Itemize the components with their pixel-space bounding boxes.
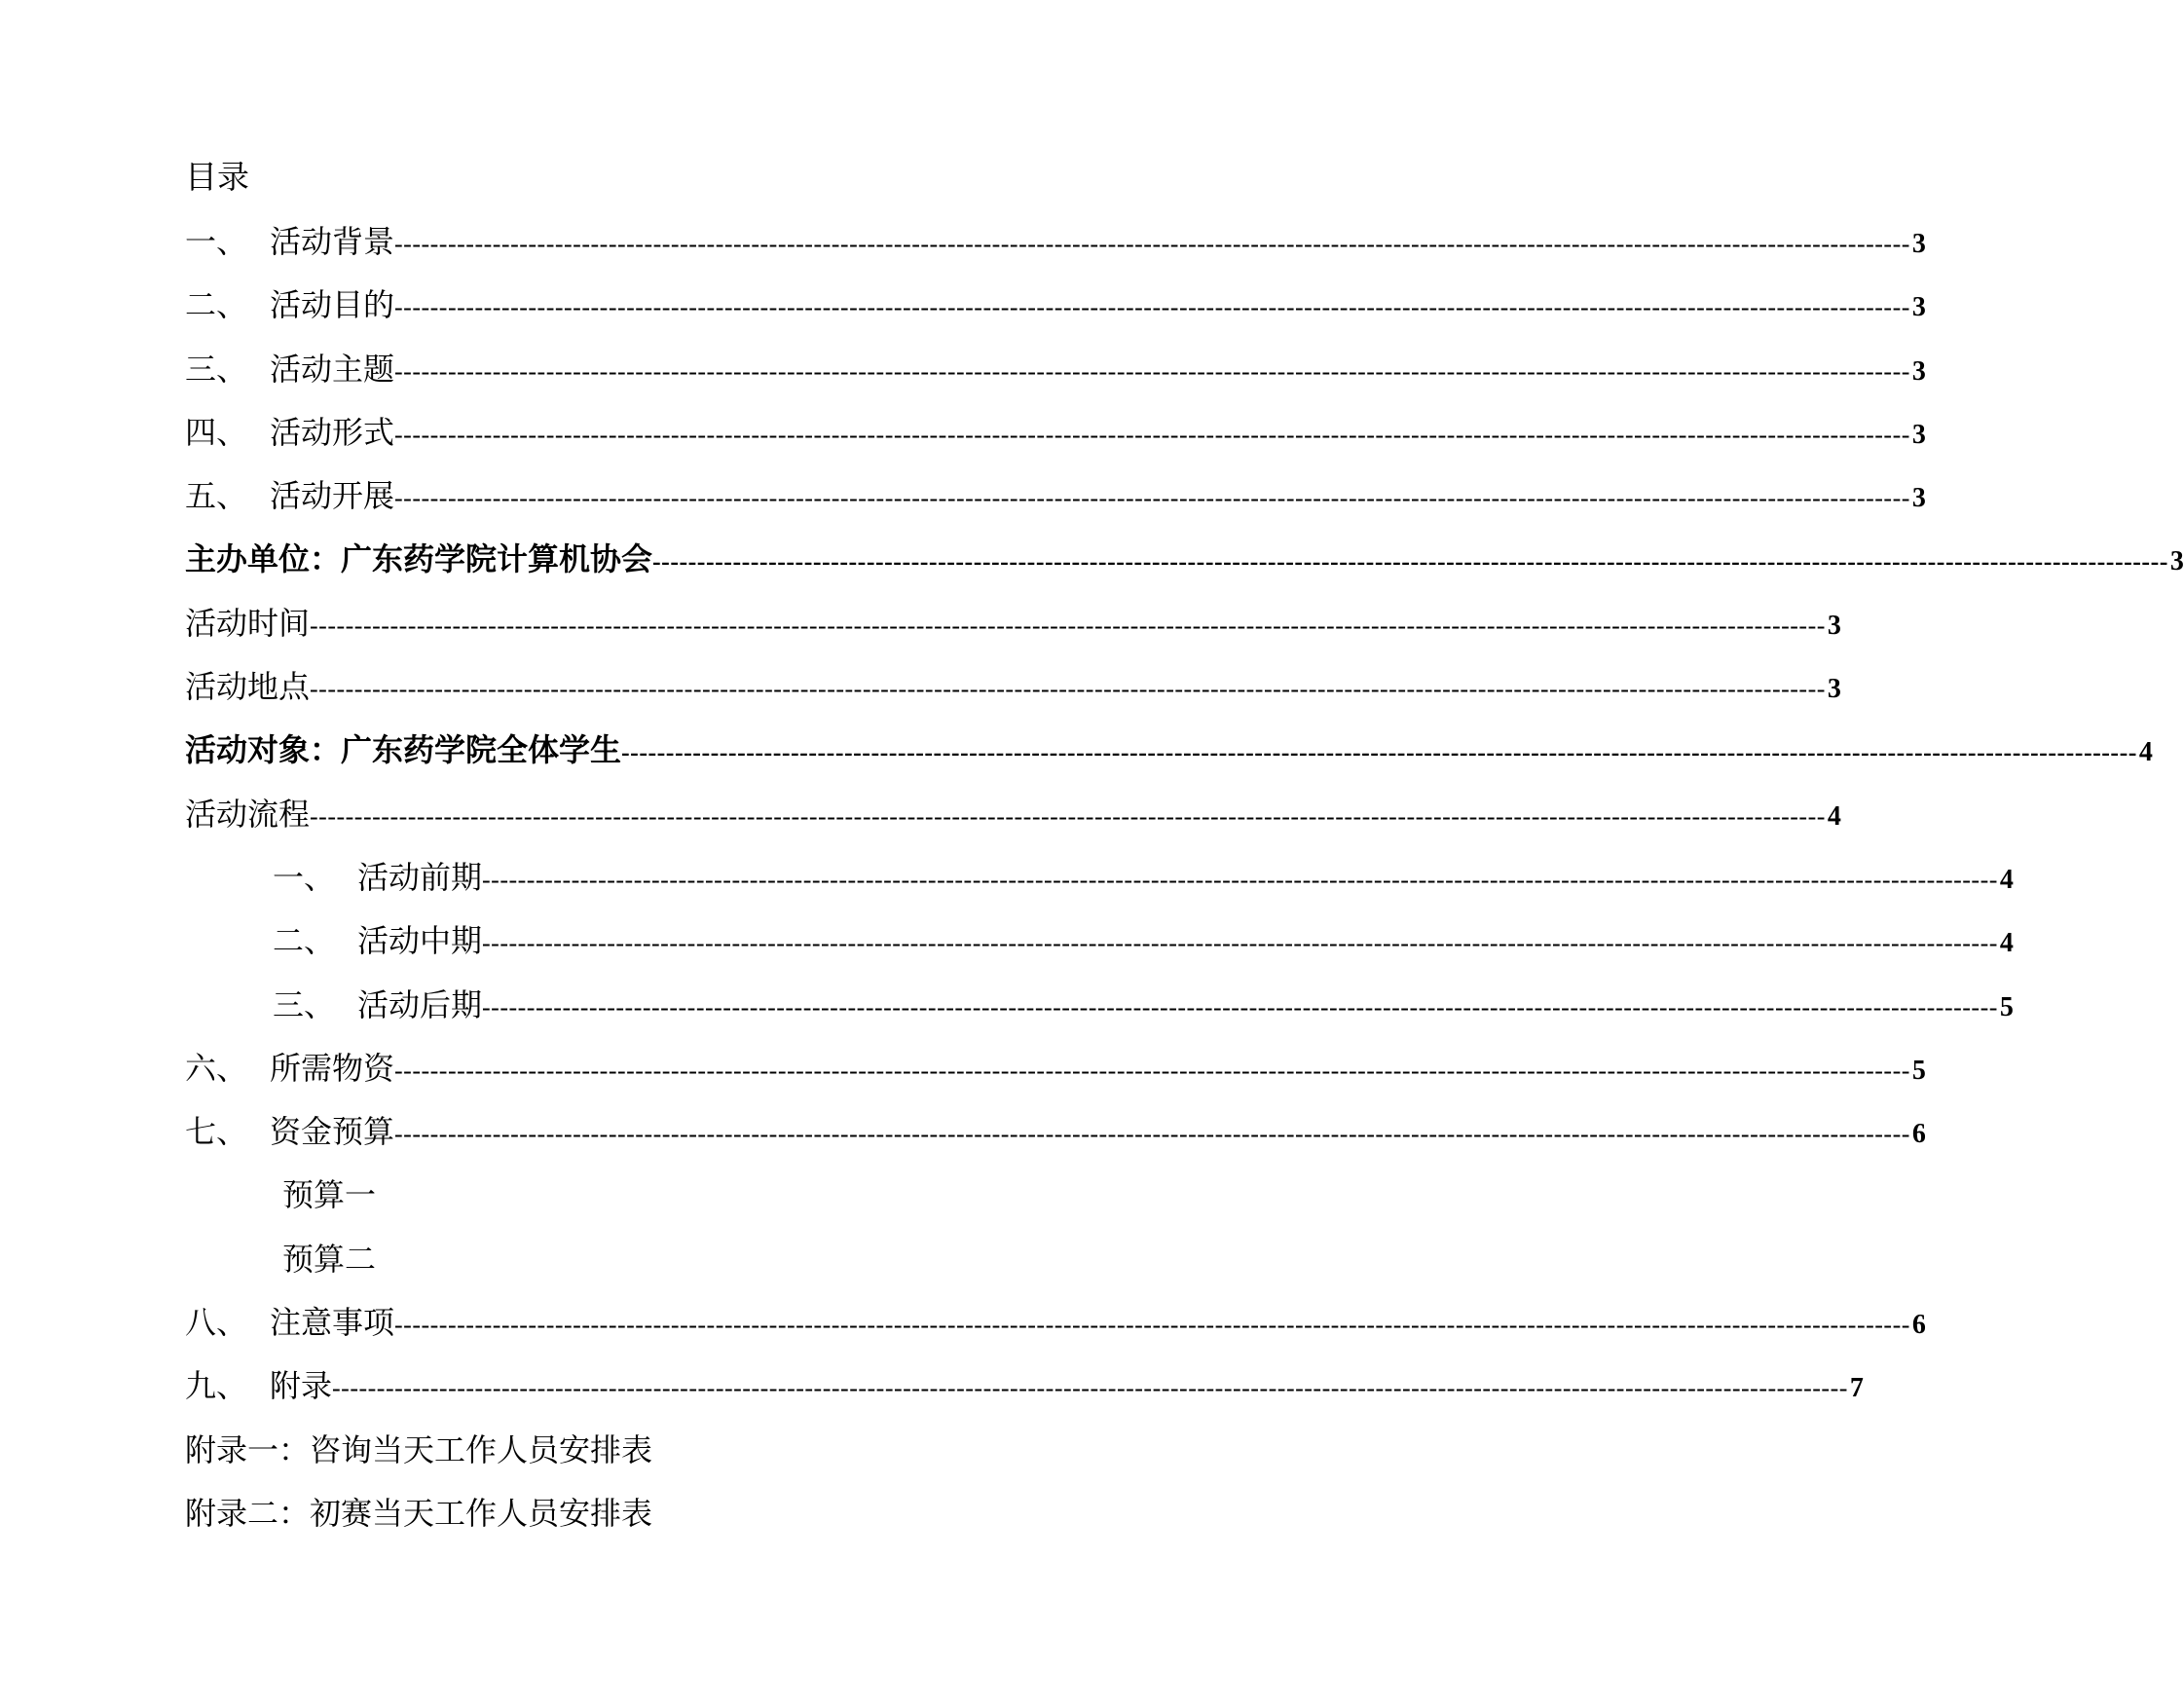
toc-entry-11[interactable] [185, 856, 2014, 919]
toc-entry-18[interactable] [185, 1301, 1926, 1364]
toc-entry-2[interactable] [185, 283, 1926, 347]
toc-leader-dots: -------------------------------------------------------------------------------------------------------------------------------------------------------------------------- [482, 865, 1998, 894]
toc-entry-number: 五、 [185, 477, 248, 515]
toc-entry-number: 九、 [185, 1367, 248, 1405]
toc-entry-number: 二、 [185, 286, 248, 324]
toc-leader-dots: -------------------------------------------------------------------------------------------------------------------------------------------------------------------------- [482, 929, 1998, 958]
toc-entry-4[interactable] [185, 411, 1926, 474]
toc-entry-21[interactable] [185, 1492, 1032, 1555]
toc-entry-14[interactable] [185, 1047, 1926, 1110]
toc-leader-dots: -------------------------------------------------------------------------------------------------------------------------------------------------------------------------- [394, 420, 1910, 449]
toc-entry-7[interactable] [185, 602, 1841, 665]
toc-entry-label: 活动流程 [185, 795, 311, 833]
toc-entry-number: 七、 [185, 1113, 248, 1151]
toc-entry-page: 4 [1827, 800, 1841, 832]
toc-leader-dots: -------------------------------------------------------------------------------------------------------------------------------------------------------------------------- [394, 1311, 1910, 1340]
toc-leader-dots: -------------------------------------------------------------------------------------------------------------------------------------------------------------------------- [482, 992, 1998, 1021]
toc-leader-dots: -------------------------------------------------------------------------------------------------------------------------------------------------------------------------- [310, 801, 1826, 831]
toc-entry-label: 活动目的 [270, 286, 395, 324]
toc-entry-5[interactable] [185, 474, 1926, 538]
toc-entry-page: 7 [1849, 1373, 1864, 1404]
toc-entry-label: 附录一：咨询当天工作人员安排表 [185, 1430, 653, 1468]
toc-entry-number: 一、 [273, 858, 336, 896]
toc-title: 目录 [185, 158, 249, 196]
toc-entry-page: 3 [1911, 229, 1926, 259]
toc-entry-page: 3 [1911, 292, 1926, 323]
toc-entry-page: 3 [1827, 674, 1841, 705]
toc-entry-13[interactable] [185, 984, 2014, 1047]
toc-list [185, 220, 2184, 1555]
toc-entry-page: 4 [1999, 864, 2014, 895]
toc-leader-dots: -------------------------------------------------------------------------------------------------------------------------------------------------------------------------- [332, 1374, 1848, 1403]
toc-entry-number: 二、 [273, 922, 336, 960]
toc-entry-1[interactable] [185, 220, 1926, 283]
toc-entry-16[interactable] [185, 1173, 1032, 1237]
toc-entry-label: 注意事项 [270, 1304, 395, 1342]
toc-entry-number: 四、 [185, 413, 248, 451]
toc-entry-12[interactable] [185, 919, 2014, 983]
toc-entry-number: 三、 [185, 350, 248, 388]
toc-entry-page: 5 [1911, 1055, 1926, 1086]
toc-leader-dots: -------------------------------------------------------------------------------------------------------------------------------------------------------------------------- [621, 738, 2137, 767]
toc-entry-8[interactable] [185, 665, 1841, 728]
toc-entry-page: 3 [1911, 419, 1926, 450]
toc-entry-label: 活动对象：广东药学院全体学生 [185, 731, 622, 769]
toc-leader-dots: -------------------------------------------------------------------------------------------------------------------------------------------------------------------------- [394, 1120, 1910, 1149]
toc-entry-number: 六、 [185, 1049, 248, 1087]
toc-entry-label: 预算二 [282, 1240, 377, 1278]
toc-entry-label: 所需物资 [270, 1049, 395, 1087]
toc-leader-dots: -------------------------------------------------------------------------------------------------------------------------------------------------------------------------- [652, 547, 2168, 576]
toc-entry-label: 预算一 [282, 1176, 377, 1214]
toc-entry-page: 3 [1911, 483, 1926, 514]
toc-entry-page: 3 [1827, 610, 1841, 641]
toc-leader-dots: -------------------------------------------------------------------------------------------------------------------------------------------------------------------------- [310, 675, 1826, 704]
toc-entry-page: 5 [1999, 991, 2014, 1022]
toc-leader-dots: -------------------------------------------------------------------------------------------------------------------------------------------------------------------------- [394, 230, 1910, 258]
toc-entry-page: 4 [1999, 928, 2014, 959]
toc-entry-label: 活动地点 [185, 668, 311, 706]
toc-leader-dots: -------------------------------------------------------------------------------------------------------------------------------------------------------------------------- [310, 611, 1826, 640]
toc-entry-number: 三、 [273, 985, 336, 1023]
toc-entry-3[interactable] [185, 348, 1926, 411]
toc-entry-label: 活动主题 [270, 350, 395, 388]
toc-entry-label: 活动中期 [357, 922, 483, 960]
toc-leader-dots: -------------------------------------------------------------------------------------------------------------------------------------------------------------------------- [394, 484, 1910, 513]
toc-entry-label: 活动背景 [270, 223, 395, 260]
toc-entry-label: 活动时间 [185, 604, 311, 642]
toc-entry-label: 主办单位：广东药学院计算机协会 [185, 540, 653, 578]
toc-entry-label: 活动开展 [270, 477, 395, 515]
toc-entry-page: 4 [2138, 737, 2153, 768]
toc-entry-6[interactable] [185, 538, 2184, 601]
toc-entry-label: 资金预算 [270, 1113, 395, 1151]
toc-entry-label: 附录 [270, 1367, 333, 1405]
toc-entry-number: 一、 [185, 223, 248, 260]
toc-entry-label: 活动前期 [357, 858, 483, 896]
toc-entry-10[interactable] [185, 793, 1841, 856]
toc-entry-19[interactable] [185, 1364, 1864, 1428]
toc-entry-page: 3 [1911, 355, 1926, 387]
toc-entry-page: 6 [1911, 1310, 1926, 1341]
toc-entry-9[interactable] [185, 728, 2153, 792]
toc-entry-page: 6 [1911, 1119, 1926, 1150]
toc-entry-number: 八、 [185, 1304, 248, 1342]
toc-leader-dots: -------------------------------------------------------------------------------------------------------------------------------------------------------------------------- [394, 356, 1910, 386]
toc-entry-20[interactable] [185, 1429, 1032, 1492]
toc-entry-page: 3 [2169, 546, 2184, 577]
toc-entry-label: 附录二：初赛当天工作人员安排表 [185, 1494, 653, 1532]
toc-leader-dots: -------------------------------------------------------------------------------------------------------------------------------------------------------------------------- [394, 293, 1910, 322]
toc-entry-17[interactable] [185, 1238, 1032, 1301]
toc-entry-label: 活动形式 [270, 413, 395, 451]
toc-entry-15[interactable] [185, 1110, 1926, 1173]
toc-leader-dots: -------------------------------------------------------------------------------------------------------------------------------------------------------------------------- [394, 1056, 1910, 1085]
toc-entry-label: 活动后期 [357, 985, 483, 1023]
